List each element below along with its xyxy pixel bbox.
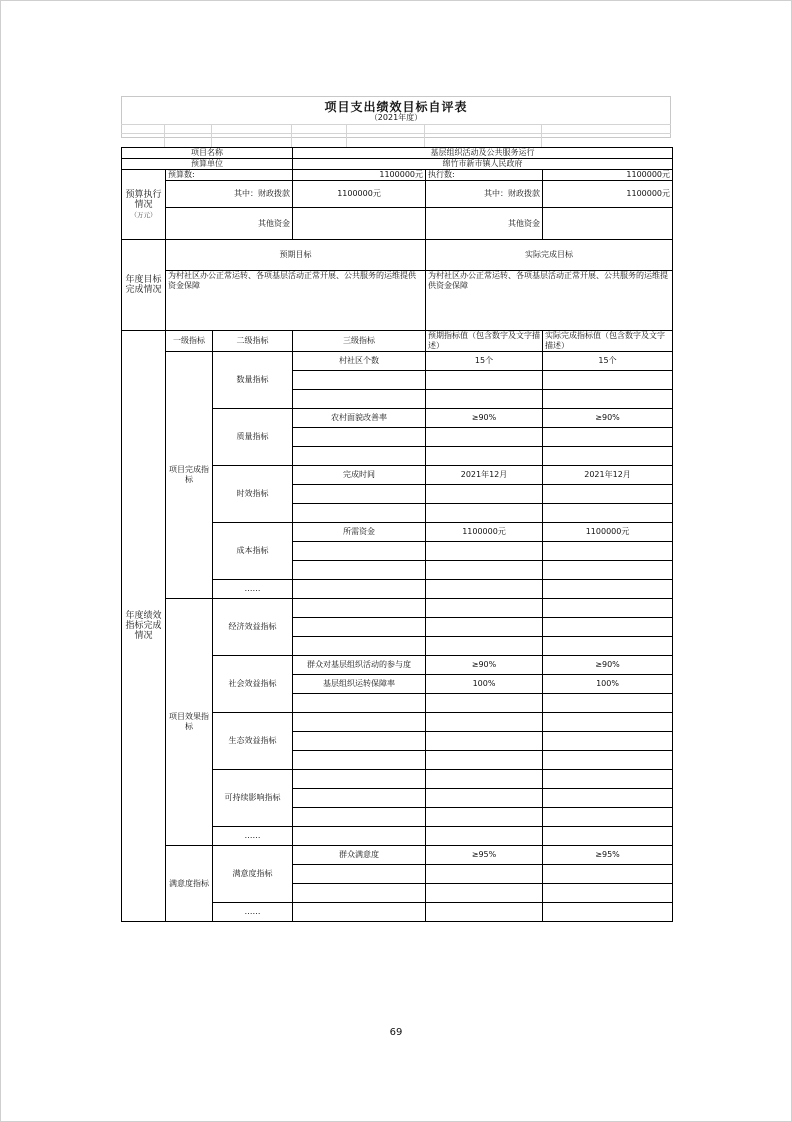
other-funds-exec <box>543 208 673 240</box>
satisfaction-ellipsis: …… <box>213 903 293 922</box>
social-guarantee-actual: 100% <box>543 675 673 694</box>
other-funds-label: 其他资金 <box>166 208 293 240</box>
quantity-indicator-label: 数量指标 <box>213 352 293 409</box>
empty-cell <box>543 618 673 637</box>
social-item-participation: 群众对基层组织活动的参与度 <box>293 656 426 675</box>
ecological-indicator-label: 生态效益指标 <box>213 713 293 770</box>
empty-cell <box>543 865 673 884</box>
empty-cell <box>426 751 543 770</box>
empty-cell <box>426 770 543 789</box>
social-indicator-label: 社会效益指标 <box>213 656 293 713</box>
empty-cell <box>293 390 426 409</box>
empty-cell <box>293 580 426 599</box>
empty-cell <box>293 542 426 561</box>
effect-indicator-label: 项目效果指标 <box>166 599 213 846</box>
quantity-item: 村社区个数 <box>293 352 426 371</box>
level3-header: 三级指标 <box>293 331 426 352</box>
fiscal-funds-label: 其中：财政拨款 <box>166 181 293 208</box>
budget-unit-note: （万元） <box>130 210 157 219</box>
expected-goal-header: 预期目标 <box>166 240 426 271</box>
faint-rule <box>424 124 425 147</box>
empty-cell <box>426 637 543 656</box>
title-band <box>121 96 671 138</box>
empty-cell <box>293 713 426 732</box>
empty-cell <box>293 884 426 903</box>
empty-cell <box>426 789 543 808</box>
satisfaction-item: 群众满意度 <box>293 846 426 865</box>
output-ellipsis: …… <box>213 580 293 599</box>
cost-indicator-label: 成本指标 <box>213 523 293 580</box>
empty-cell <box>543 713 673 732</box>
empty-cell <box>543 542 673 561</box>
other-funds-label-2: 其他资金 <box>426 208 543 240</box>
empty-cell <box>543 884 673 903</box>
timeliness-actual: 2021年12月 <box>543 466 673 485</box>
empty-cell <box>426 865 543 884</box>
actual-goal-header: 实际完成目标 <box>426 240 673 271</box>
faint-rule <box>121 124 671 125</box>
empty-cell <box>426 599 543 618</box>
level1-header: 一级指标 <box>166 331 213 352</box>
satisfaction-actual: ≥95% <box>543 846 673 865</box>
empty-cell <box>543 827 673 846</box>
budget-amount-label: 预算数: <box>166 170 293 181</box>
empty-cell <box>543 447 673 466</box>
budget-amount-value: 1100000元 <box>293 170 426 181</box>
empty-cell <box>543 637 673 656</box>
empty-cell <box>426 618 543 637</box>
empty-cell <box>543 770 673 789</box>
empty-cell <box>543 371 673 390</box>
budget-unit-label: 预算单位 <box>122 159 293 170</box>
empty-cell <box>543 599 673 618</box>
empty-cell <box>543 789 673 808</box>
empty-cell <box>426 447 543 466</box>
faint-rule <box>121 133 671 134</box>
indicators-section-label: 年度绩效指标完成情况 <box>122 331 166 922</box>
satisfaction-sub-label: 满意度指标 <box>213 846 293 903</box>
empty-cell <box>293 618 426 637</box>
empty-cell <box>293 504 426 523</box>
faint-rule <box>541 124 542 147</box>
form-title: 项目支出绩效目标自评表 <box>324 100 468 114</box>
empty-cell <box>543 903 673 922</box>
fiscal-funds-budget: 1100000元 <box>293 181 426 208</box>
goals-section-label: 年度目标完成情况 <box>122 240 166 331</box>
social-item-guarantee: 基层组织运转保障率 <box>293 675 426 694</box>
empty-cell <box>543 694 673 713</box>
exec-amount-label: 执行数: <box>426 170 543 181</box>
empty-cell <box>426 827 543 846</box>
empty-cell <box>293 599 426 618</box>
quantity-expected: 15个 <box>426 352 543 371</box>
empty-cell <box>293 637 426 656</box>
empty-cell <box>293 428 426 447</box>
empty-cell <box>293 903 426 922</box>
empty-cell <box>426 808 543 827</box>
cost-item: 所需资金 <box>293 523 426 542</box>
actual-value-header: 实际完成指标值（包含数字及文字描述） <box>543 331 673 352</box>
timeliness-expected: 2021年12月 <box>426 466 543 485</box>
empty-cell <box>293 751 426 770</box>
expected-value-header: 预期指标值（包含数字及文字描述） <box>426 331 543 352</box>
empty-cell <box>426 713 543 732</box>
empty-cell <box>426 580 543 599</box>
social-participation-actual: ≥90% <box>543 656 673 675</box>
satisfaction-indicator-label: 满意度指标 <box>166 846 213 922</box>
faint-rule <box>211 124 212 147</box>
empty-cell <box>426 903 543 922</box>
budget-section-text: 预算执行情况 <box>125 189 162 210</box>
empty-cell <box>293 694 426 713</box>
empty-cell <box>426 390 543 409</box>
timeliness-indicator-label: 时效指标 <box>213 466 293 523</box>
fiscal-funds-exec: 1100000元 <box>543 181 673 208</box>
empty-cell <box>293 732 426 751</box>
quality-expected: ≥90% <box>426 409 543 428</box>
actual-goal-text: 为村社区办公正常运转、各项基层活动正常开展、公共服务的运维提供资金保障 <box>426 271 673 331</box>
cost-expected: 1100000元 <box>426 523 543 542</box>
empty-cell <box>293 827 426 846</box>
empty-cell <box>426 884 543 903</box>
faint-rule <box>164 124 165 147</box>
effect-ellipsis: …… <box>213 827 293 846</box>
empty-cell <box>293 485 426 504</box>
project-name-value: 基层组织活动及公共服务运行 <box>293 148 673 159</box>
empty-cell <box>293 371 426 390</box>
empty-cell <box>543 504 673 523</box>
quality-item: 农村面貌改善率 <box>293 409 426 428</box>
cost-actual: 1100000元 <box>543 523 673 542</box>
level2-header: 二级指标 <box>213 331 293 352</box>
empty-cell <box>543 732 673 751</box>
social-participation-expected: ≥90% <box>426 656 543 675</box>
timeliness-item: 完成时间 <box>293 466 426 485</box>
empty-cell <box>426 371 543 390</box>
empty-cell <box>543 485 673 504</box>
budget-section-label <box>122 170 166 240</box>
evaluation-table <box>121 147 673 922</box>
quality-actual: ≥90% <box>543 409 673 428</box>
faint-rule <box>346 124 347 147</box>
empty-cell <box>543 428 673 447</box>
page-number: 69 <box>389 1027 403 1038</box>
sustainability-indicator-label: 可持续影响指标 <box>213 770 293 827</box>
exec-amount-value: 1100000元 <box>543 170 673 181</box>
empty-cell <box>426 485 543 504</box>
empty-cell <box>543 808 673 827</box>
other-funds-budget <box>293 208 426 240</box>
empty-cell <box>426 428 543 447</box>
empty-cell <box>426 694 543 713</box>
project-name-label: 项目名称 <box>122 148 293 159</box>
empty-cell <box>293 865 426 884</box>
empty-cell <box>426 504 543 523</box>
output-indicator-label: 项目完成指标 <box>166 352 213 599</box>
economic-indicator-label: 经济效益指标 <box>213 599 293 656</box>
expected-goal-text: 为村社区办公正常运转、各项基层活动正常开展、公共服务的运维提供资金保障 <box>166 271 426 331</box>
social-guarantee-expected: 100% <box>426 675 543 694</box>
empty-cell <box>293 808 426 827</box>
faint-rule <box>291 124 292 147</box>
empty-cell <box>293 770 426 789</box>
quality-indicator-label: 质量指标 <box>213 409 293 466</box>
quantity-actual: 15个 <box>543 352 673 371</box>
empty-cell <box>543 561 673 580</box>
empty-cell <box>293 789 426 808</box>
empty-cell <box>293 561 426 580</box>
form-year: （2021年度） <box>369 113 423 122</box>
empty-cell <box>543 580 673 599</box>
fiscal-funds-label-2: 其中：财政拨款 <box>426 181 543 208</box>
empty-cell <box>426 542 543 561</box>
empty-cell <box>293 447 426 466</box>
empty-cell <box>426 561 543 580</box>
empty-cell <box>426 732 543 751</box>
empty-cell <box>543 751 673 770</box>
empty-cell <box>543 390 673 409</box>
budget-unit-value: 绵竹市新市镇人民政府 <box>293 159 673 170</box>
satisfaction-expected: ≥95% <box>426 846 543 865</box>
